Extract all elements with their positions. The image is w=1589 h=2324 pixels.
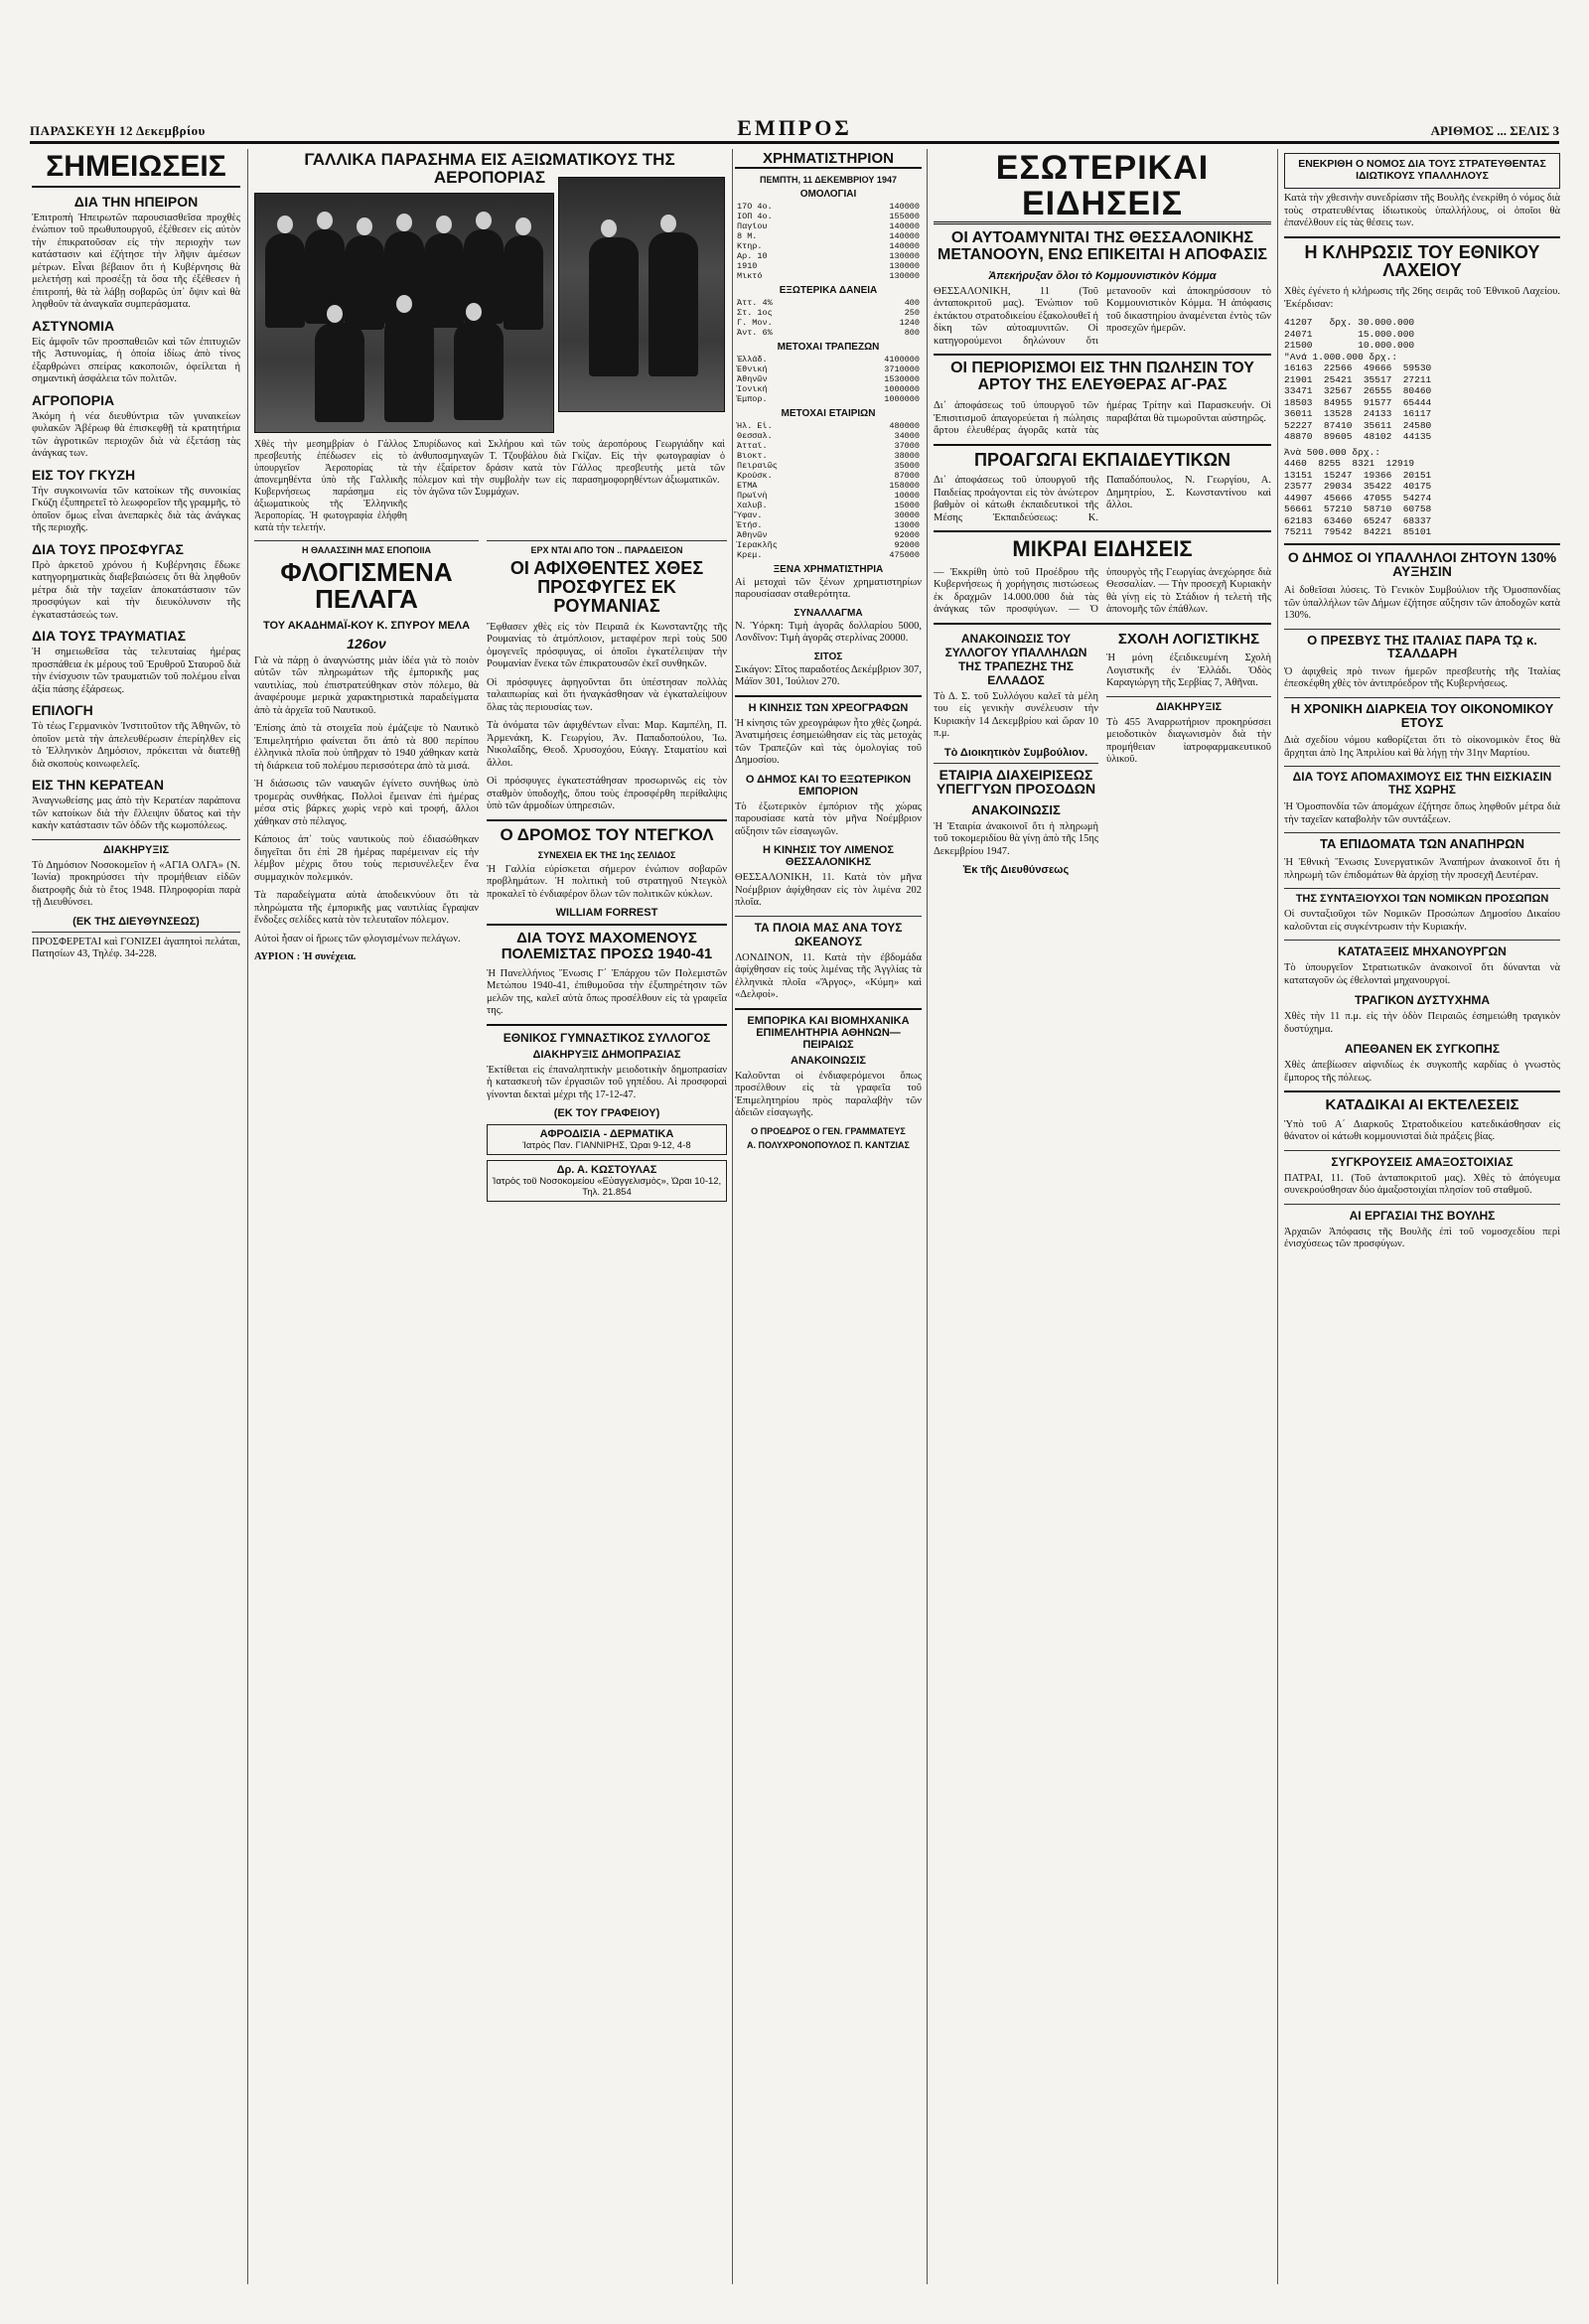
serial-story-column xyxy=(254,536,479,2284)
table-row xyxy=(735,241,922,251)
article-title: Ο ΔΡΟΜΟΣ ΤΟΥ ΝΤΕΓΚΟΛ xyxy=(500,824,714,844)
security-price: 140000 xyxy=(889,201,920,212)
security-name: Ἠλ. Εἰ. xyxy=(737,420,773,431)
article-paragraph: ΛΟΝΔΙΝΟΝ, 11. Κατὰ τὴν ἐβδομάδα ἀφίχθησαν εἰς τοὺς λιμένας τῆς Ἀγγλίας τὰ ἑλληνικὰ πλοῖα «Ἄργος», «Κύμη» καὶ «Δελφοί». xyxy=(735,951,922,1001)
security-name: Κτηρ. xyxy=(737,240,763,251)
column-rule xyxy=(732,149,733,2284)
article-title: Η ΚΙΝΗΣΙΣ ΤΩΝ ΧΡΕΟΓΡΑΦΩΝ xyxy=(748,701,909,714)
law-notice-box xyxy=(1284,153,1560,189)
story-byline: ΤΟΥ ΑΚΑΔΗΜΑΪ-ΚΟΥ Κ. ΣΠΥΡΟΥ ΜΕΛΑ xyxy=(262,619,471,632)
article-paragraph: Ὁ ἀφιχθεὶς πρὸ τινων ἡμερῶν πρεσβευτὴς τῆς Ἰταλίας ἐπεσκέφθη χθὲς τὸν ἀντιπρόεδρον τῆς Κυβερνήσεως. xyxy=(1284,665,1560,690)
notice-text: Τὸ Δημόσιον Νοσοκομεῖον ἡ «ΑΓΙΑ ΟΛΓΑ» (Ν. Ἰωνία) προκηρύσσει τὴν προμήθειαν εἰδῶν διατροφῆς διὰ τὸ ἔτος 1948. Πληροφορίαι παρὰ τῇ Διευθύνσει. xyxy=(32,859,240,908)
table-row xyxy=(735,530,922,540)
lottery-text: Χθὲς ἐγένετο ἡ κλήρωσις τῆς 26ης σειρᾶς τοῦ Ἐθνικοῦ Λαχείου. Ἐκέρδισαν: xyxy=(1284,286,1560,310)
lottery-numbers: 41207 δρχ. 30.000.000 24071 15.000.000 21500 10.000.000 "Ανά 1.000.000 δρχ.: 16163 22566 49666 59530 21901 25421 35517 27211 33471 32567 26555 80460 18503 84955 91577 65444 36011 13528 24133 16117 52227 87410 35611 24580 48870 89605 48102 44135 xyxy=(1284,317,1432,443)
column-rule xyxy=(1277,149,1278,2284)
security-name: 8 Μ. xyxy=(737,230,758,241)
market-text: Σικάγον: Σῖτος παραδοτέος Δεκέμβριον 307, Μάϊον 301, Ἰούλιον 270. xyxy=(735,663,922,688)
section-heading: ΔΙΑ ΤΗΝ ΗΠΕΙΡΟΝ xyxy=(73,193,199,210)
article-title: ΔΙΑΚΗΡΥΞΙΣ xyxy=(1155,700,1223,713)
article-title: ΕΝΕΚΡΙΘΗ Ο ΝΟΜΟΣ ΔΙΑ ΤΟΥΣ ΣΤΡΑΤΕΥΘΕΝΤΑΣ ΙΔΙΩΤΙΚΟΥΣ ΥΠΑΛΛΗΛΟΥΣ xyxy=(1298,158,1546,182)
security-price: 30000 xyxy=(894,509,920,520)
security-name: Μικτό xyxy=(737,270,763,281)
stock-exchange-column xyxy=(735,149,922,2284)
article-paragraph: Καλοῦνται οἱ ἐνδιαφερόμενοι ὅπως προσέλθουν εἰς τὰ γραφεῖα τοῦ Ἐπιμελητηρίου πρὸς παραλαβὴν τῶν ἀδειῶν εἰσαγωγῆς. xyxy=(735,1070,922,1119)
section-text: Πρὸ ἀρκετοῦ χρόνου ἡ Κυβέρνησις ἔδωκε κατηγορηματικὰς διαβεβαιώσεις ὅτι θὰ ληφθοῦν μέτρα διὰ τὴν ταχεῖαν ἀποκατάστασιν τῶν προσφύγων καὶ τὴν διευκόλυνσιν τῆς ἐγκαταστάσεώς των. xyxy=(32,559,240,621)
footer-ad: ΠΡΟΣΦΕΡΕΤΑΙ καὶ ΓΟΝΙΖΕΙ ἀγαπητοὶ πελάται, Πατησίων 43, Τηλέφ. 34-228. xyxy=(32,936,240,959)
article-title: ΠΡΟΑΓΩΓΑΙ ΕΚΠΑΙΔΕΥΤΙΚΩΝ xyxy=(973,449,1230,470)
article-signature: Ο ΠΡΟΕΔΡΟΣ Ο ΓΕΝ. ΓΡΑΜΜΑΤΕΥΣ xyxy=(751,1125,906,1136)
security-price: 15000 xyxy=(894,500,920,510)
table-row xyxy=(735,364,922,374)
article-paragraph: Οἱ πρόσφυγες ἐγκατεστάθησαν προσωρινῶς εἰς τὸν σταθμὸν ὑποδοχῆς, ὅπου τοὺς ἐπροσφέρθη περίθαλψις ὑπὸ τῶν ἁρμοδίων ὑπηρεσιῶν. xyxy=(487,776,727,812)
security-price: 1000000 xyxy=(884,383,920,394)
article-paragraph: Τὸ Δ. Σ. τοῦ Συλλόγου καλεῖ τὰ μέλη του εἰς γενικὴν συνέλευσιν τὴν Κυριακὴν 14 Δεκεμβρίου καὶ ὥραν 10 π.μ. xyxy=(934,690,1098,740)
section-heading: ΔΙΑ ΤΟΥΣ ΠΡΟΣΦΥΓΑΣ xyxy=(32,540,184,557)
story-paragraph: Αὐτοὶ ἦσαν οἱ ἥρωες τῶν φλογισμένων πελάγων. xyxy=(254,933,461,944)
table-row xyxy=(735,421,922,431)
article-paragraph: Ἡ Γαλλία εὑρίσκεται σήμερον ἐνώπιον σοβαρῶν προβλημάτων. Ἡ πολιτικὴ τοῦ στρατηγοῦ Ντεγκὸλ προκαλεῖ τὸ ἐνδιαφέρον ὅλων τῶν πολιτικῶν κύκλων. xyxy=(487,863,727,900)
internal-news-title: ΕΣΩΤΕΡΙΚΑΙ ΕΙΔΗΣΕΙΣ xyxy=(934,151,1271,224)
photo-caption: τοὺς ἀεροπόρους Γεωργιάδην καὶ Γκίζαν. Εἰς τὴν φωτογραφίαν ὁ Γάλλος πρεσβευτὴς μετὰ τῶν παρασημοφορηθέντων ἀξιωματικῶν. xyxy=(572,438,725,486)
table-row xyxy=(735,212,922,221)
article-paragraph: Χθὲς ἀπεβίωσεν αἰφνιδίως ἐκ συγκοπῆς καρδίας ὁ γνωστὸς ἔμπορος τῆς πόλεως. xyxy=(1284,1060,1560,1084)
table-row xyxy=(735,481,922,491)
article-paragraph: Ἀρχαιῶν Ἀπόφασις τῆς Βουλῆς ἐπὶ τοῦ νομοσχεδίου περὶ ἐνισχύσεως τῶν προσφύγων. xyxy=(1284,1226,1560,1250)
article-title: ΔΙΑ ΤΟΥΣ ΜΑΧΟΜΕΝΟΥΣ ΠΟΛΕΜΙΣΤΑΣ ΠΡΟΣΩ 1940-41 xyxy=(501,930,713,962)
security-price: 87000 xyxy=(894,470,920,481)
article-signature: (ΕΚ ΤΟΥ ΓΡΑΦΕΙΟΥ) xyxy=(553,1107,660,1120)
section-text: Τὸ τέως Γερμανικὸν Ἰνστιτοῦτον τῆς Ἀθηνῶν, τὸ ὁποῖον μετὰ τὴν ἀπελευθέρωσιν ἐπερίηλθεν εἰς τὸ Ἑλληνικὸν Δημόσιον, πρόκειται νὰ διατεθῇ διὰ σκοποὺς κοινωφελεῖς. xyxy=(32,721,240,770)
article-title: ΕΜΠΟΡΙΚΑ ΚΑΙ ΒΙΟΜΗΧΑΝΙΚΑ ΕΠΙΜΕΛΗΤΗΡΙΑ ΑΘΗΝΩΝ—ΠΕΙΡΑΙΩΣ xyxy=(747,1014,910,1051)
table-row xyxy=(735,510,922,520)
article-title: ΕΤΑΙΡΙΑ ΔΙΑΧΕΙΡΙΣΕΩΣ ΥΠΕΓΓΥΩΝ ΠΡΟΣΟΔΩΝ xyxy=(936,766,1096,798)
table-row xyxy=(735,441,922,451)
security-name: Ἀθηνῶν xyxy=(737,529,768,540)
security-price: 155000 xyxy=(889,211,920,221)
section-text: Ἀκόμη ἡ νέα διευθύντρια τῶν γυναικείων φυλακῶν Ἀβέρωφ θὰ ἐπισκεφθῇ τὰ κρατητήρια τῶν ἀγροτικῶν περιοχῶν διὰ νὰ ἐξετάσῃ τὰς ἀνάγκας των. xyxy=(32,410,240,459)
article-title: ΤΑ ΕΠΙΔΟΜΑΤΑ ΤΩΝ ΑΝΑΠΗΡΩΝ xyxy=(1320,836,1524,852)
notice-heading: ΔΙΑΚΗΡΥΞΙΣ xyxy=(102,843,170,856)
security-name: Γ. Μον. xyxy=(737,317,773,328)
table-row xyxy=(735,384,922,394)
article-title: ΤΑ ΠΛΟΙΑ ΜΑΣ ΑΝΑ ΤΟΥΣ ΩΚΕΑΝΟΥΣ xyxy=(754,920,903,948)
section-heading: ΕΙΣ ΤΟΥ ΓΚΥΖΗ xyxy=(32,466,136,483)
security-name: 17Ο 4ο. xyxy=(737,201,773,212)
article-paragraph: Ἡ Ὁμοσπονδία τῶν ἀπομάχων ἐζήτησε ὅπως ληφθοῦν μέτρα διὰ τὴν ταχεῖαν καταβολὴν τῶν συντάξεων. xyxy=(1284,801,1560,825)
table-row xyxy=(735,461,922,471)
security-name: Βιοκτ. xyxy=(737,450,768,461)
table-title: ΣΙΤΟΣ xyxy=(813,651,843,662)
section-text: Ἡ σημειωθεῖσα τὰς τελευταίας ἡμέρας προσπάθεια ἐκ μέρους τοῦ Ἐρυθροῦ Σταυροῦ διὰ τὴν ἐνίσχυσιν τῶν τραυματιῶν τοῦ πολέμου εἶναι ἀξία πάσης ἐξάρσεως. xyxy=(32,647,240,695)
article-title: ΚΑΤΑΔΙΚΑΙ ΑΙ ΕΚΤΕΛΕΣΕΙΣ xyxy=(1325,1096,1519,1114)
security-price: 4100000 xyxy=(884,354,920,364)
story-paragraph: Ἡ διάσωσις τῶν ναυαγῶν ἐγίνετο συνήθως ὑπὸ τρομερὰς συνθήκας. Πολλοὶ ἔμειναν ἐπὶ ἡμέρας μέσα στὶς βάρκες χωρὶς νερὸ καὶ τροφή, ἄλλοι χάθηκαν στὸ πέλαγος. xyxy=(254,779,479,827)
security-price: 92000 xyxy=(894,539,920,550)
article-paragraph: Δι᾿ ἀποφάσεως τοῦ ὑπουργοῦ τῆς Παιδείας προάγονται εἰς τὸν ἀνώτερον βαθμὸν οἱ κάτωθι ἐκπαιδευτικοὶ τῆς Μέσης Ἐκπαιδεύσεως: Κ. Παπαδόπουλος, Ν. Γεωργίου, Α. Δημητρίου, Σ. Κωνσταντίνου καὶ ἄλλοι. xyxy=(934,475,1271,523)
article-signature: Τὸ Διοικητικὸν Συμβούλιον. xyxy=(943,746,1088,759)
market-text: Ν. Ὑόρκη: Τιμὴ ἀγορᾶς δολλαρίου 5000, Λονδῖνον: Τιμὴ ἀγορᾶς στερλίνας 20000. xyxy=(735,620,922,645)
security-name: Ἑλλάδ. xyxy=(737,354,768,364)
bonds-table xyxy=(735,202,922,281)
photo-caption: Χθὲς τὴν μεσημβρίαν ὁ Γάλλος πρεσβευτὴς ἐπέδωσεν εἰς τὸ ὑπουργεῖον Ἀεροπορίας τὰ ἀπονεμηθέντα ὑπὸ τῆς Γαλλικῆς Κυβερνήσεως παράσημα εἰς ἀξιωματικοὺς τῆς Ἑλληνικῆς Ἀεροπορίας. Ἡ φωτογραφία ἐλήφθη κατὰ τὴν τελετήν. xyxy=(254,438,407,533)
article-title: ΜΙΚΡΑΙ ΕΙΔΗΣΕΙΣ xyxy=(1012,536,1193,562)
article-paragraph: ΘΕΣΣΑΛΟΝΙΚΗ, 11 (Τοῦ ἀνταποκριτοῦ μας). Ἐνώπιον τοῦ ἐκτάκτου στρατοδικείου ἐξακολουθεῖ ἡ δίκη τῶν αὐτοαμυνιτῶν. Οἱ κατηγορούμενοι δηλώνουν ὅτι μετανοοῦν καὶ ἀποκηρύσσουν τὸ Κομμουνιστικὸν Κόμμα. Ἡ ἀπόφασις τοῦ δικαστηρίου ἀναμένεται ἐντὸς τῶν προσεχῶν ἡμερῶν. xyxy=(934,285,1271,347)
article-subtitle: ΑΝΑΚΟΙΝΩΣΙΣ xyxy=(971,801,1061,817)
masthead-page-number: ΑΡΙΘΜΟΣ ... ΣΕΛΙΣ 3 xyxy=(1430,123,1559,138)
article-paragraph: Οἱ πρόσφυγες ἀφηγοῦνται ὅτι ὑπέστησαν πολλὰς ταλαιπωρίας καὶ ὅτι ἠναγκάσθησαν νὰ ἐγκαταλείψουν ὅλας τὰς περιουσίας των. xyxy=(487,676,727,713)
article-title: ΕΘΝΙΚΟΣ ΓΥΜΝΑΣΤΙΚΟΣ ΣΥΛΛΟΓΟΣ xyxy=(503,1030,711,1045)
article-title: Η ΚΙΝΗΣΙΣ ΤΟΥ ΛΙΜΕΝΟΣ ΘΕΣΣΑΛΟΝΙΚΗΣ xyxy=(763,844,894,869)
security-name: Θεσσαλ. xyxy=(737,430,773,441)
article-title: ΑΙ ΕΡΓΑΣΙΑΙ ΤΗΣ ΒΟΥΛΗΣ xyxy=(1349,1208,1496,1223)
security-price: 158000 xyxy=(889,480,920,491)
stock-exchange-title: ΧΡΗΜΑΤΙΣΤΗΡΙΟΝ xyxy=(735,151,922,169)
doctor-ad: ΑΦΡΟΔΙΣΙΑ - ΔΕΡΜΑΤΙΚΑ Ἰατρὸς Παν. ΓΙΑΝΝΙΡΗΣ, Ὡραι 9-12, 4-8 xyxy=(487,1124,727,1155)
masthead-date: ΠΑΡΑΣΚΕΥΗ 12 Δεκεμβρίου xyxy=(30,123,206,138)
table-title: ΕΞΩΤΕΡΙΚΑ ΔΑΝΕΙΑ xyxy=(779,284,878,296)
article-title: Ο ΔΗΜΟΣ ΚΑΙ ΤΟ ΕΞΩΤΕΡΙΚΟΝ ΕΜΠΟΡΙΟΝ xyxy=(745,773,912,798)
security-price: 13000 xyxy=(894,519,920,530)
article-subtitle: ΣΥΝΕΧΕΙΑ ΕΚ ΤΗΣ 1ης ΣΕΛΙΔΟΣ xyxy=(537,849,676,860)
security-name: Παγίου xyxy=(737,220,768,231)
section-heading: ΑΓΡΟΠΟΡΙΑ xyxy=(32,391,115,408)
article-paragraph: Ἡ μόνη ἐξειδικευμένη Σχολὴ Λογιστικῆς ἐν Ἑλλάδι. Ὁδὸς Καραγιώργη τῆς Σερβίας 7, Ἀθῆναι. xyxy=(1106,653,1271,689)
column-rule xyxy=(927,149,928,2284)
security-price: 35000 xyxy=(894,460,920,471)
article-paragraph: Ἐκτίθεται εἰς ἐπαναληπτικὴν μειοδοτικὴν δημοπρασίαν ἡ κατασκευὴ τῶν ἐργασιῶν τοῦ γηπέδου. Αἱ προσφοραὶ γίνονται δεκταὶ μέχρι τῆς 17-12-47. xyxy=(487,1064,727,1100)
article-paragraph: Ἡ Ἐθνικὴ Ἕνωσις Συνεργατικῶν Ἀναπήρων ἀνακοινοῖ ὅτι ἡ πληρωμὴ τῶν ἐπιδομάτων θὰ ἀρχίσῃ τὴν προσεχῆ Δευτέραν. xyxy=(1284,857,1560,881)
security-price: 38000 xyxy=(894,450,920,461)
security-price: 250 xyxy=(904,307,920,318)
security-price: 475000 xyxy=(889,549,920,560)
security-name: 1910 xyxy=(737,260,758,271)
refugees-column xyxy=(487,536,727,2284)
section-text: Εἰς ἀμφοῖν τῶν προσπαθειῶν καὶ τῶν ἐπιτυχιῶν τῆς Ἀστυνομίας, ἡ ὁποία ἰδίως ἀπὸ τίνος ἐξαρθρώνει σπείρας κακοποιῶν, ὀφείλεται ἡ σημαντικὴ ἀσφάλεια τῶν πολιτῶν. xyxy=(32,336,240,384)
table-title: ΜΕΤΟΧΑΙ ΤΡΑΠΕΖΩΝ xyxy=(777,341,880,353)
security-name: Στ. 1ος xyxy=(737,307,773,318)
table-row xyxy=(735,431,922,441)
article-title: ΟΙ ΠΕΡΙΟΡΙΣΜΟΙ ΕΙΣ ΤΗΝ ΠΩΛΗΣΙΝ ΤΟΥ ΑΡΤΟΥ ΤΗΣ ΕΛΕΥΘΕΡΑΣ ΑΓ-ΡΑΣ xyxy=(950,360,1254,394)
security-price: 800 xyxy=(904,327,920,338)
security-price: 480000 xyxy=(889,420,920,431)
article-paragraph: Ἡ Ἑταιρία ἀνακοινοῖ ὅτι ἡ πληρωμὴ τοῦ τοκομεριδίου θὰ γίνῃ ἀπὸ τῆς 15ης Δεκεμβρίου 1947. xyxy=(934,820,1098,857)
security-name: Κρεμ. xyxy=(737,549,763,560)
security-name: Κρούσκ. xyxy=(737,470,773,481)
section-text: Ἀναγνωθείσης μας ἀπὸ τὴν Κερατέαν παράπονα τῶν κατοίκων διὰ τὴν ἔλλειψιν ὕδατος καὶ τὴν κακὴν κατάστασιν τῶν ὁδῶν τῆς κωμοπόλεως. xyxy=(32,796,240,831)
article-paragraph: Ὑπὸ τοῦ Α΄ Διαρκοῦς Στρατοδικείου κατεδικάσθησαν εἰς θάνατον οἱ κάτωθι κομμουνισταὶ διὰ πράξεις βίας. xyxy=(1284,1118,1560,1143)
story-part: 126ον xyxy=(347,635,386,652)
table-row xyxy=(735,221,922,231)
article-paragraph: Διὰ σχεδίου νόμου καθορίζεται ὅτι τὸ οἰκονομικὸν ἔτος θὰ ἄρχηται ἀπὸ 1ης Ἀπριλίου καὶ θὰ λήγῃ τὴν 31ην Μαρτίου. xyxy=(1284,735,1560,759)
table-row xyxy=(735,451,922,461)
table-title: ΟΜΟΛΟΓΙΑΙ xyxy=(799,188,857,200)
security-name: Αρ. 10 xyxy=(737,250,768,261)
security-price: 3710000 xyxy=(884,363,920,374)
section-heading: ΔΙΑ ΤΟΥΣ ΤΡΑΥΜΑΤΙΑΣ xyxy=(32,628,186,644)
article-paragraph: Ἡ κίνησις τῶν χρεογράφων ἦτο χθὲς ζωηρά. Ἀνατιμήσεις ἐσημειώθησαν εἰς τὰς μετοχὰς τῶν Τραπεζῶν καὶ τὰς ὁμολογίας τοῦ Δημοσίου. xyxy=(735,717,922,767)
table-row xyxy=(735,271,922,281)
article-title: Ο ΔΗΜΟΣ ΟΙ ΥΠΑΛΛΗΛΟΙ ΖΗΤΟΥΝ 130% ΑΥΞΗΣΙΝ xyxy=(1287,548,1557,580)
table-title: ΞΕΝΑ ΧΡΗΜΑΤΙΣΤΗΡΙΑ xyxy=(773,563,884,575)
security-name: Ἀντ. 6% xyxy=(737,327,773,338)
notes-column xyxy=(32,149,240,2284)
table-title: ΜΕΤΟΧΑΙ ΕΤΑΙΡΙΩΝ xyxy=(781,407,876,419)
article-title: ΑΝΑΚΟΙΝΩΣΙΣ ΤΟΥ ΣΥΛΛΟΓΟΥ ΥΠΑΛΛΗΛΩΝ ΤΗΣ ΤΡΑΠΕΖΗΣ ΤΗΣ ΕΛΛΑΔΟΣ xyxy=(944,631,1087,687)
article-signature: Ἐκ τῆς Διευθύνσεως xyxy=(962,864,1070,877)
article-paragraph: Τὸ 455 Ἀναρρωτήριον προκηρύσσει μειοδοτικὸν διαγωνισμὸν διὰ τὴν προμήθειαν ἰατροφαρμακευτικοῦ ὑλικοῦ. xyxy=(1106,716,1271,766)
market-text: Αἱ μετοχαὶ τῶν ξένων χρηματιστηρίων παρουσίασαν σταθερότητα. xyxy=(735,576,922,601)
article-subtitle: ΔΙΑΚΗΡΥΞΙΣ ΔΗΜΟΠΡΑΣΙΑΣ xyxy=(532,1048,681,1061)
doctor-ad: Δρ. Α. ΚΩΣΤΟΥΛΑΣ Ἰατρὸς τοῦ Νοσοκομείου «Εὐαγγελισμὸς», Ὡραι 10-12, Τηλ. 21.854 xyxy=(487,1160,727,1202)
story-next: ΑΥΡΙΟΝ : Ἡ συνέχεια. xyxy=(254,951,357,963)
table-row xyxy=(735,491,922,501)
article-paragraph: Χθὲς τὴν 11 π.μ. εἰς τὴν ὁδὸν Πειραιῶς ἐσημειώθη τραγικὸν δυστύχημα. xyxy=(1284,1011,1560,1035)
security-name: Χαλυβ. xyxy=(737,500,768,510)
article-title: ΑΠΕΘΑΝΕΝ ΕΚ ΣΥΓΚΟΠΗΣ xyxy=(1344,1042,1501,1057)
security-name: Ἐμπορ. xyxy=(737,393,768,404)
security-name: Ἀττ. 4% xyxy=(737,297,773,308)
table-row xyxy=(735,202,922,212)
section-heading: ΕΙΣ ΤΗΝ ΚΕΡΑΤΕΑΝ xyxy=(32,777,164,793)
article-paragraph: Ἡ Πανελλήνιος Ἕνωσις Γ΄ Ἐπάρχου τῶν Πολεμιστῶν Μετώπου 1940-41, ἐπιθυμοῦσα τὴν ἐξυπηρέτησιν τῶν μελῶν της, καλεῖ αὐτὰ ὅπως προσέλθουν εἰς τὰ γραφεῖα της. xyxy=(487,967,727,1017)
security-name: Ὕφαν. xyxy=(737,509,763,520)
table-row xyxy=(735,374,922,384)
award-ceremony-photo xyxy=(254,193,554,433)
foreign-loans-table xyxy=(735,298,922,338)
notes-title: ΣΗΜΕΙΩΣΕΙΣ xyxy=(32,151,240,188)
security-price: 92000 xyxy=(894,529,920,540)
article-paragraph: Κατὰ τὴν χθεσινὴν συνεδρίασιν τῆς Βουλῆς ἐνεκρίθη ὁ νόμος διὰ τοὺς στρατευθέντας ἰδιωτικοὺς ὑπαλλήλους, οἱ ὁποῖοι θὰ ἐπανέλθουν εἰς τὰς θέσεις των. xyxy=(1284,193,1560,228)
story-kicker: Η ΘΑΛΑΣΣΙΝΗ ΜΑΣ ΕΠΟΠΟΙΙΑ xyxy=(302,545,431,555)
security-price: 400 xyxy=(904,297,920,308)
article-subtitle: Ἀπεκήρυξαν ὅλοι τὸ Κομμουνιστικὸν Κόμμα xyxy=(988,269,1217,282)
story-paragraph: Γιὰ νὰ πάρῃ ὁ ἀναγνώστης μιὰν ἰδέα γιὰ τὸ ποιὸν αὐτῶν τῶν πληρωμάτων τῆς ἐμπορικῆς μας ναυτιλίας, ποὺ ἐπιστρατεύθηκαν στὸν πόλεμο, θὰ ἀναφέρουμε μερικὰ χαρακτηριστικὰ παραδείγματα ἀπὸ τὰ ἀρχεῖα τοῦ Ναυτικοῦ. xyxy=(254,654,479,716)
masthead xyxy=(30,115,1559,144)
article-title: ΚΑΤΑΤΑΞΕΙΣ ΜΗΧΑΝΟΥΡΓΩΝ xyxy=(1338,944,1507,959)
security-price: 140000 xyxy=(889,220,920,231)
security-price: 130000 xyxy=(889,250,920,261)
table-row xyxy=(735,231,922,241)
article-title: ΤΡΑΓΙΚΟΝ ΔΥΣΤΥΧΗΜΑ xyxy=(1354,993,1491,1008)
stock-exchange-date: ΠΕΜΠΤΗ, 11 ΔΕΚΕΜΒΡΙΟΥ 1947 xyxy=(760,174,897,185)
section-heading: ΑΣΤΥΝΟΜΙΑ xyxy=(32,317,115,334)
table-row xyxy=(735,298,922,308)
security-price: 130000 xyxy=(889,260,920,271)
table-row xyxy=(735,261,922,271)
security-name: Πειραιῶς xyxy=(737,460,778,471)
article-signature: WILLIAM FORREST xyxy=(555,907,658,920)
table-title: ΣΥΝΑΛΛΑΓΜΑ xyxy=(794,607,863,619)
article-signature: Α. ΠΟΛΥΧΡΟΝΟΠΟΥΛΟΣ Π. ΚΑΝΤΖΙΑΣ xyxy=(747,1139,910,1150)
article-paragraph: Τὸ ὑπουργεῖον Στρατιωτικῶν ἀνακοινοῖ ὅτι δύνανται νὰ καταταγοῦν ὡς ἐθελονταὶ μηχανουργοί. xyxy=(1284,962,1560,986)
article-paragraph: Τὰ ὀνόματα τῶν ἀφιχθέντων εἶναι: Μαρ. Καμπέλη, Π. Ἀρμενάκη, Κ. Γεωργίου, Ἀν. Παπαδοπούλου, Ἰω. Νικολαΐδης, Θεοδ. Χρυσοχόου, Εὐαγγ. Σταματίου καὶ ἄλλοι. xyxy=(487,720,727,769)
table-row xyxy=(735,394,922,404)
photo-feature-title: ΓΑΛΛΙΚΑ ΠΑΡΑΣΗΜΑ ΕΙΣ ΑΞΙΩΜΑΤΙΚΟΥΣ ΤΗΣ ΑΕΡΟΠΟΡΙΑΣ xyxy=(304,150,675,187)
security-name: Ἰονική xyxy=(737,383,768,394)
security-name: Πρωϊνὴ xyxy=(737,490,768,501)
security-name: ΕΤΜΑ xyxy=(737,480,758,491)
table-row xyxy=(735,501,922,510)
photo-caption: Σπυρίδωνος καὶ Σκλήρου καὶ τῶν ἀνθυποσμηναγῶν Τ. Τζουβάλου διὰ τὴν ἐξαίρετον δράσιν κατὰ τὸν πόλεμον καὶ τὴν συμβολὴν των εἰς τὸν ἀγῶνα τῶν Συμμάχων. xyxy=(413,438,566,498)
table-row xyxy=(735,328,922,338)
story-paragraph: Τὰ παραδείγματα αὐτὰ ἀποδεικνύουν ὅτι τὰ πληρώματα τῆς ἐμπορικῆς μας ναυτιλίας ἔγραψαν ἔνδοξες σελίδες κατὰ τὸν τελευταῖον πόλεμον. xyxy=(254,890,479,927)
security-price: 10000 xyxy=(894,490,920,501)
security-name: Ἱερακλῆς xyxy=(737,539,778,550)
security-name: Ἐθνική xyxy=(737,363,768,374)
security-price: 34000 xyxy=(894,430,920,441)
table-row xyxy=(735,520,922,530)
section-text: Ἐπιτροπὴ Ἠπειρωτῶν παρουσιασθεῖσα προχθὲς ἐνώπιον τοῦ πρωθυπουργοῦ, ἐξέθεσεν εἰς αὐτὸν τὴν ἐπικρατοῦσαν εἰς τὴν περιοχὴν των κατάστασιν καὶ ἐζήτησε τὴν λῆψιν ἀμέσων μέτρων. Εἶναι βέβαιον ὅτι ἡ Κυβέρνησις θὰ μελετήσῃ καὶ προσέξῃ τὰ ὅσα τῆς ἐξέθεσεν ἡ ἐπιτροπή, θὰ τὰ λάβῃ σοβαρῶς ὑπ᾿ ὄψιν καὶ θὰ ληφθοῦν τὰ ἀναγκαῖα συμπεράσματα. xyxy=(32,212,240,310)
article-title: ΣΧΟΛΗ ΛΟΓΙΣΤΙΚΗΣ xyxy=(1117,630,1260,648)
section-heading: ΕΠΙΛΟΓΗ xyxy=(32,702,93,718)
article-title: ΔΙΑ ΤΟΥΣ ΑΠΟΜΑΧΙΜΟΥΣ ΕΙΣ ΤΗΝ ΕΙΣΚΙΑΣΙΝ ΤΗΣ ΧΩΡΗΣ xyxy=(1292,770,1552,797)
article-paragraph: Οἱ συνταξιοῦχοι τῶν Νομικῶν Προσώπων Δημοσίου Δικαίου καλοῦνται εἰς συγκέντρωσιν τὴν Κυριακήν. xyxy=(1284,909,1560,933)
security-name: Ἀτταϊ. xyxy=(737,440,768,451)
story-paragraph: Κάποιος ἀπ᾿ τοὺς ναυτικοὺς ποὺ ἐδιασώθηκαν διηγεῖται ὅτι ἐπὶ 28 ἡμέρας παρέμειναν εἰς τὴν λέμβον μέχρις ὅτου τοὺς περισυνέλεξεν ἕνα συμμαχικὸν πολεμικόν. xyxy=(254,834,479,883)
article-paragraph: Τὸ ἐξωτερικὸν ἐμπόριον τῆς χώρας παρουσίασε κατὰ τὸν μῆνα Νοέμβριον αὔξησιν τῶν εἰσαγωγῶν. xyxy=(735,800,922,837)
article-paragraph: Ἔφθασεν χθὲς εἰς τὸν Πειραιᾶ ἐκ Κωνσταντζης τῆς Ρουμανίας τὸ ἀτμόπλοιον, μεταφέρον περὶ τοὺς 500 ὁμογενεῖς πρόσφυγας, οἱ ὁποῖοι ἐγκατέλειψαν τὴν Ρουμανίαν ἕνεκα τῶν ἐπικρατουσῶν ἐκεῖ συνθηκῶν. xyxy=(487,621,727,670)
table-row xyxy=(735,251,922,261)
right-news-column xyxy=(1284,149,1560,2284)
article-title: Ο ΠΡΕΣΒΥΣ ΤΗΣ ΙΤΑΛΙΑΣ ΠΑΡΑ Τῼ κ. ΤΣΑΛΔΑΡΗ xyxy=(1307,632,1537,661)
story-title: ΦΛΟΓΙΣΜΕΝΑ ΠΕΛΑΓΑ xyxy=(280,557,453,615)
table-row xyxy=(735,355,922,364)
article-subtitle: ΑΝΑΚΟΙΝΩΣΙΣ xyxy=(791,1054,866,1067)
article-title: Η ΧΡΟΝΙΚΗ ΔΙΑΡΚΕΙΑ ΤΟΥ ΟΙΚΟΝΟΜΙΚΟΥ ΕΤΟΥΣ xyxy=(1290,700,1554,730)
lottery-numbers: Ἀνὰ 500.000 δρχ.: 4460 8255 8321 12919 13151 15247 19366 20151 23577 29034 35422 40175 44907 45666 47055 54274 56661 57210 58710 60758 62183 63460 65247 68337 75211 79542 84221 85101 xyxy=(1284,446,1432,538)
table-row xyxy=(735,318,922,328)
article-paragraph: — Ἐκκρίθη ὑπὸ τοῦ Προέδρου τῆς Κυβερνήσεως ἡ χορήγησις πιστώσεως ἐκ δραχμῶν 14.000.000 διὰ τὰς ἀνάγκας τῶν προσφύγων. — Ὁ ὑπουργὸς τῆς Γεωργίας ἀνεχώρησε διὰ Θεσσαλίαν. — Τὴν προσεχῆ Κυριακὴν θὰ γίνῃ εἰς τὸ Στάδιον ἡ τελετὴ τῆς ἀπονομῆς τῶν ἐπάθλων. xyxy=(934,566,1271,616)
article-paragraph: Αἱ δοθεῖσαι λύσεις. Τὸ Γενικὸν Συμβούλιον τῆς Ὁμοσπονδίας τῶν ὑπαλλήλων τῶν Δήμων ἐζήτησε αὔξησιν τῶν ἀποδοχῶν κατὰ 130%. xyxy=(1284,585,1560,622)
section-text: Τὴν συγκοινωνία τῶν κατοίκων τῆς συνοικίας Γκύζη ἐξυπηρετεῖ τὸ λεωφορεῖον τῆς γραμμῆς, τὸ ὁποῖον ὅμως εἶναι ἀνεπαρκὲς διὰ τὰς ἀνάγκας τῆς περιοχῆς. xyxy=(32,485,240,533)
security-name: Ἐτήσ. xyxy=(737,519,763,530)
newspaper-title: ΕΜΠΡΟΣ xyxy=(737,115,852,140)
security-name: Ἀθηνῶν xyxy=(737,373,768,384)
security-price: 1000000 xyxy=(884,393,920,404)
column-rule xyxy=(247,149,248,2284)
table-row xyxy=(735,471,922,481)
notice-signature: (ΕΚ ΤΗΣ ΔΙΕΥΘΥΝΣΕΩΣ) xyxy=(72,915,200,928)
internal-news-column xyxy=(934,149,1271,2284)
article-paragraph: ΠΑΤΡΑΙ, 11. (Τοῦ ἀνταποκριτοῦ μας). Χθὲς τὸ ἀπόγευμα συνεκρούσθησαν δύο ἀμαξοστοιχίαι πλησίον τοῦ σταθμοῦ. xyxy=(1284,1172,1560,1197)
security-price: 1240 xyxy=(899,317,920,328)
article-kicker: ΕΡΧ ΝΤΑΙ ΑΠΟ ΤΟΝ .. ΠΑΡΑΔΕΙΣΟΝ xyxy=(530,545,683,555)
bank-shares-table xyxy=(735,355,922,404)
security-price: 37000 xyxy=(894,440,920,451)
article-paragraph: ΘΕΣΣΑΛΟΝΙΚΗ, 11. Κατὰ τὸν μῆνα Νοέμβριον ἀφίχθησαν εἰς τὸν λιμένα 202 πλοῖα. xyxy=(735,872,922,909)
security-price: 140000 xyxy=(889,230,920,241)
lottery-title: Η ΚΛΗΡΩΣΙΣ ΤΟΥ ΕΘΝΙΚΟΥ ΛΑΧΕΙΟΥ xyxy=(1304,241,1540,281)
article-title: ΤΗΣ ΣΥΝΤΑΞΙΟΥΧΟΙ ΤΩΝ ΝΟΜΙΚΩΝ ΠΡΟΣΩΠΩΝ xyxy=(1295,893,1549,906)
table-row xyxy=(735,540,922,550)
company-shares-table xyxy=(735,421,922,560)
table-row xyxy=(735,550,922,560)
photo-feature xyxy=(254,149,725,533)
article-title: ΟΙ ΑΥΤΟΑΜΥΝΙΤΑΙ ΤΗΣ ΘΕΣΣΑΛΟΝΙΚΗΣ ΜΕΤΑΝΟΟΥΝ, ΕΝΩ ΕΠΙΚΕΙΤΑΙ Η ΑΠΟΦΑΣΙΣ xyxy=(938,229,1267,264)
story-paragraph: Ἐπίσης ἀπὸ τὰ στοιχεῖα ποὺ ἐμάζεψε τὸ Ναυτικὸ Ἐπιμελητήριο φαίνεται ὅτι ἀπὸ τὰ 800 περίπου ἑλληνικὰ πλοῖα ποὺ ὑπῆρχαν τὸ 1940 χάθηκαν κατὰ τὴ διάρκεια τοῦ πολέμου περισσότερα ἀπὸ τὰ μισά. xyxy=(254,723,479,772)
security-price: 130000 xyxy=(889,270,920,281)
article-title: ΣΥΓΚΡΟΥΣΕΙΣ ΑΜΑΞΟΣΤΟΙΧΙΑΣ xyxy=(1331,1154,1514,1169)
security-price: 140000 xyxy=(889,240,920,251)
security-name: ΙΟΠ 4ο. xyxy=(737,211,773,221)
article-title: ΟΙ ΑΦΙΧΘΕΝΤΕΣ ΧΘΕΣ ΠΡΟΣΦΥΓΕΣ ΕΚ ΡΟΥΜΑΝΙΑΣ xyxy=(509,558,704,616)
table-row xyxy=(735,308,922,318)
officer-portrait-photo xyxy=(558,177,725,412)
security-price: 1530000 xyxy=(884,373,920,384)
article-paragraph: Δι᾿ ἀποφάσεως τοῦ ὑπουργοῦ τῶν Ἐπισιτισμοῦ ἀπαγορεύεται ἡ πώλησις ἄρτου ἐλευθέρας ἀγορᾶς κατὰ τὰς ἡμέρας Τρίτην καὶ Παρασκευήν. Οἱ παραβάται θὰ τιμωροῦνται αὐστηρῶς. xyxy=(934,400,1271,437)
